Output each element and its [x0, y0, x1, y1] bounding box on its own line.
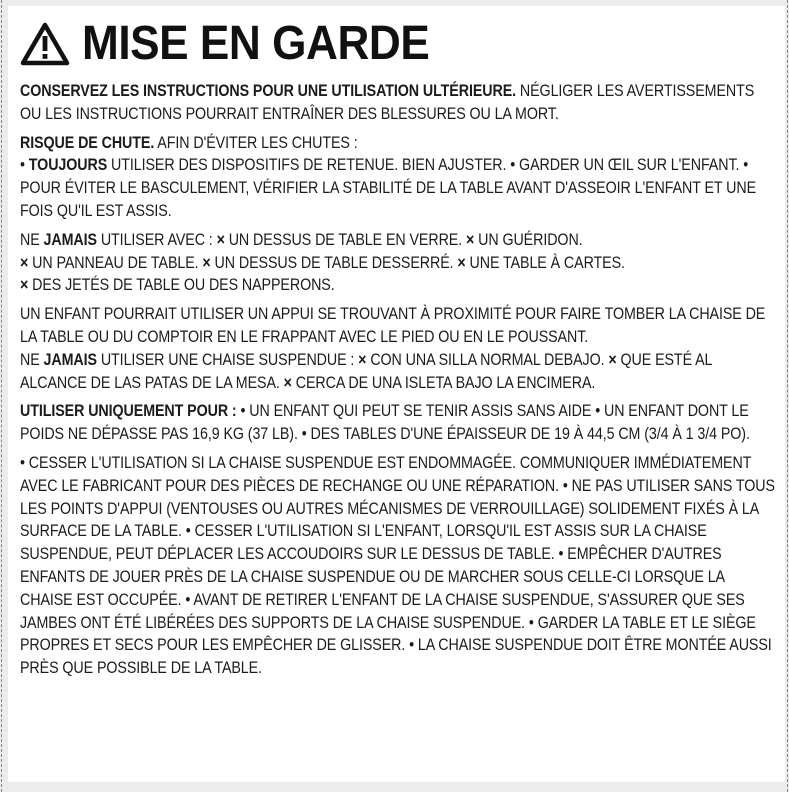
paragraph-general-warnings: [20, 452, 777, 680]
never-lead: NE: [20, 349, 44, 369]
list-item: QUE ESTÉ AL ALCANCE DE LAS PATAS DE LA MESA.: [20, 349, 712, 392]
never-use-with-text: UTILISER AVEC :: [96, 229, 217, 249]
bullet-glyph: •: [20, 155, 29, 175]
x-mark-icon: ×: [20, 275, 29, 295]
x-mark-icon: ×: [283, 372, 292, 392]
paragraph-use-only-for: [20, 400, 777, 446]
warning-panel: [8, 6, 785, 782]
use-only-for-heading: UTILISER UNIQUEMENT POUR :: [20, 401, 237, 421]
list-item: UN DESSUS DE TABLE DESSERRÉ.: [214, 252, 454, 272]
right-cut-line: [787, 0, 788, 792]
fall-risk-heading: RISQUE DE CHUTE.: [20, 132, 155, 152]
list-item: CON UNA SILLA NORMAL DEBAJO.: [370, 349, 605, 369]
x-mark-icon: ×: [202, 252, 211, 272]
keep-instructions-heading: CONSERVEZ LES INSTRUCTIONS POUR UNE UTILISATION ULTÉRIEURE.: [20, 81, 517, 100]
left-cut-line: [1, 0, 2, 792]
x-mark-icon: ×: [457, 252, 466, 272]
list-item: UN PANNEAU DE TABLE.: [32, 252, 199, 272]
list-item: UNE TABLE À CARTES.: [469, 252, 625, 272]
general-warnings-text: • CESSER L'UTILISATION SI LA CHAISE SUSPENDUE EST ENDOMMAGÉE. COMMUNIQUER IMMÉDIATEMENT AVEC LE FABRICANT POUR DES PIÈCES DE RECHANGE OU UNE RÉPARATION. • NE PAS UTILISER SANS TOUS LES POINTS D'APPUI (VENTOUSES OU AUTRES MÉCANISMES DE VERROUILLAGE) SOLIDEMENT FIXÉS À LA SURFACE DE LA TABLE. • CESSER L'UTILISATION SI L'ENFANT, LORSQU'IL EST ASSIS SUR LA CHAISE SUSPENDUE, PEUT DÉPLACER LES ACCOUDOIRS SUR LE DESSUS DE TABLE. • EMPÊCHER D'AUTRES ENFANTS DE JOUER PRÈS DE LA CHAISE SUSPENDUE OU DE MARCHER SOUS CELLE-CI LORSQUE LA CHAISE EST OCCUPÉE. • AVANT DE RETIRER L'ENFANT DE LA CHAISE SUSPENDUE, S'ASSURER QUE SES JAMBES ONT ÉTÉ LIBÉRÉES DES SUPPORTS DE LA CHAISE SUSPENDUE. • GARDER LA TABLE ET LE SIÈGE PROPRES ET SECS POUR LES EMPÊCHER DE GLISSER. • LA CHAISE SUSPENDUE DOIT ÊTRE MONTÉE AUSSI PRÈS QUE POSSIBLE DE LA TABLE.: [20, 452, 775, 678]
x-mark-icon: ×: [608, 349, 617, 369]
x-mark-icon: ×: [358, 349, 367, 369]
list-item: UN GUÉRIDON.: [478, 229, 583, 249]
warning-title: MISE EN GARDE: [82, 17, 430, 70]
x-mark-icon: ×: [216, 229, 225, 249]
warning-triangle-icon: [20, 22, 70, 66]
keep-instructions-text: NÉGLIGER LES AVERTISSEMENTS OU LES INSTRUCTIONS POURRAIT ENTRAÎNER DES BLESSURES OU LA MORT.: [20, 81, 755, 123]
fall-risk-intro: AFIN D'ÉVITER LES CHUTES :: [154, 132, 358, 152]
list-item: DES JETÉS DE TABLE OU DES NAPPERONS.: [32, 275, 335, 295]
paragraph-nearby-support: [20, 303, 777, 394]
never-label: JAMAIS: [43, 349, 97, 369]
fall-risk-text: UTILISER DES DISPOSITIFS DE RETENUE. BIEN AJUSTER. • GARDER UN ŒIL SUR L'ENFANT. • POUR ÉVITER LE BASCULEMENT, VÉRIFIER LA STABILITÉ DE LA TABLE AVANT D'ASSEOIR L'ENFANT ET UNE FOIS QU'IL EST ASSIS.: [20, 155, 757, 220]
title-row: [20, 14, 777, 74]
paragraph-keep-instructions: [20, 80, 777, 126]
never-hook-chair-text: UTILISER UNE CHAISE SUSPENDUE :: [96, 349, 359, 369]
paragraph-fall-risk: [20, 132, 777, 223]
use-only-for-text: • UN ENFANT QUI PEUT SE TENIR ASSIS SANS AIDE • UN ENFANT DONT LE POIDS NE DÉPASSE PAS 16,9 KG (37 LB). • DES TABLES D'UNE ÉPAISSEUR DE 19 À 44,5 CM (3/4 À 1 3/4 PO).: [20, 401, 750, 444]
never-lead: NE: [20, 229, 44, 249]
x-mark-icon: ×: [20, 252, 29, 272]
always-label: TOUJOURS: [28, 155, 108, 175]
never-label: JAMAIS: [43, 229, 97, 249]
x-mark-icon: ×: [465, 229, 475, 249]
paragraph-never-use-with: [20, 229, 777, 297]
list-item: CERCA DE UNA ISLETA BAJO LA ENCIMERA.: [295, 372, 596, 392]
list-item: UN DESSUS DE TABLE EN VERRE.: [228, 229, 463, 249]
nearby-support-text: UN ENFANT POURRAIT UTILISER UN APPUI SE TROUVANT À PROXIMITÉ POUR FAIRE TOMBER LA CHAISE DE LA TABLE OU DU COMPTOIR EN LE FRAPPANT AVEC LE PIED OU EN LE POUSSANT.: [20, 304, 766, 346]
